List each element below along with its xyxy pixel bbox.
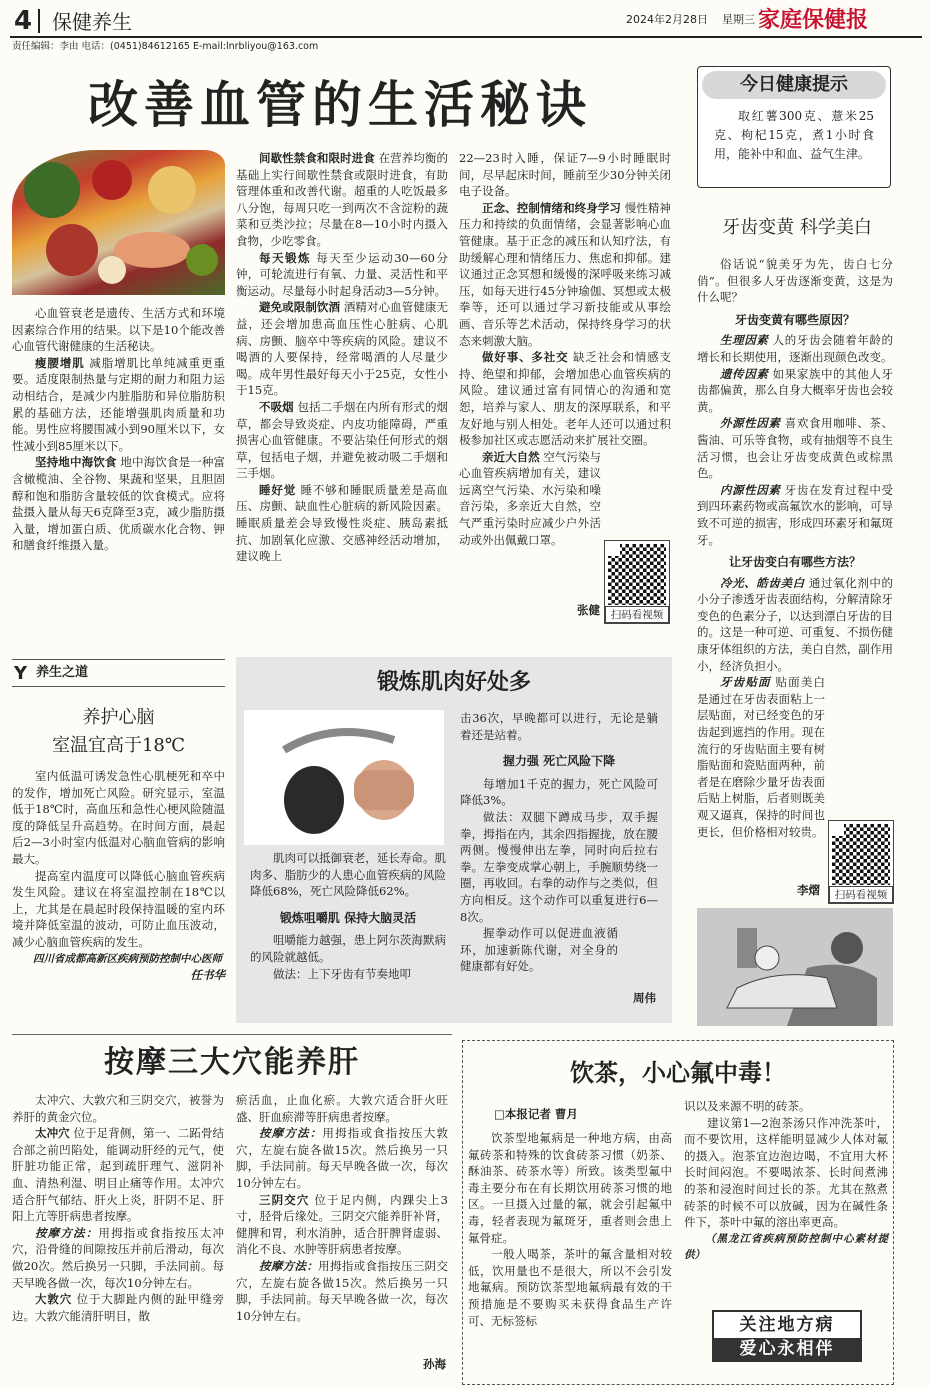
paragraph: 提高室内温度可以降低心脑血管疾病发生风险。建议在将室温控制在18℃以上，尤其是在晨起时段保持温暖的室内环境并降低室温的波动，可防止血压波动，减少心脑血管疾病的发生。 — [12, 868, 225, 949]
yangsheng-body — [12, 768, 225, 984]
subhead: 生理因素 — [720, 333, 769, 348]
subhead: 遗传因素 — [720, 366, 769, 381]
article1-col3 — [459, 150, 671, 548]
subhead: 三阴交穴 — [259, 1192, 310, 1207]
qr-caption: 扫码看视频 — [829, 886, 893, 903]
paragraph: 室内低温可诱发急性心肌梗死和卒中的发作，增加死亡风险。研究显示，室温低于18℃时，高血压和急性心梗风险随温度的降低呈升高趋势。在时间方面，晨起后2—3小时室内低温对心脑血管病的影响最大。 — [12, 769, 225, 866]
paragraph — [697, 575, 893, 675]
paragraph: 太冲穴、大敦穴和三阴交穴，被誉为养肝的黄金穴位。 — [12, 1093, 224, 1124]
source — [12, 951, 225, 983]
paragraph: 每增加1千克的握力，死亡风险可降低3%。 — [460, 776, 658, 808]
paragraph: 俗话说“貌美牙为先，齿白七分俏”。但很多人牙齿逐渐变黄，这是为什么呢？ — [697, 257, 893, 305]
tip-text: 取红薯300克、薏米25克、枸杞15克，煮1小时食用，能补中和血、益气生津。 — [714, 109, 874, 161]
muscle-title: 锻炼肌肉好处多 — [376, 670, 531, 695]
paragraph: 瘀活血，止血化瘀。大敦穴适合肝火旺盛、肝血瘀滞等肝病患者按摩。 — [236, 1093, 448, 1124]
paragraph — [236, 482, 448, 565]
paragraph-text: 用拇指或食指按压三阴交穴，左旋右旋各做15次。然后换另一只脚，手法同前。每天早晚各做一次，每次10分钟左右。 — [236, 1258, 449, 1323]
paragraph — [236, 399, 448, 482]
source-text: 四川省成都高新区疾病预防控制中心医师 — [33, 952, 222, 965]
teeth-article — [697, 256, 893, 840]
subhead: 内源性因素 — [720, 482, 781, 497]
author: 任书华 — [190, 968, 225, 983]
paragraph-text: 睡不够和睡眠质量差是高血压、房颤、缺血性心脏病的新风险因素。睡眠质量差会导致慢性炎症、胰岛素抵抗、加剧氧化应激、交感神经活动增加，建议晚上 — [236, 482, 449, 564]
subhead: 大敦穴 — [35, 1292, 73, 1307]
teeth-qr-code[interactable] — [828, 820, 894, 904]
muscle-col1 — [250, 850, 446, 982]
paragraph: 咀嚼能力越强，患上阿尔茨海默病的风险就越低。 — [250, 933, 446, 964]
tea-col2 — [684, 1098, 888, 1264]
tip-title: 今日健康提示 — [740, 74, 848, 95]
muscle-col2 — [460, 710, 658, 975]
subhead: 太冲穴 — [35, 1126, 70, 1141]
paragraph-text: 牙齿在发育过程中受到四环素药物或高氟饮水的影响，可导致不可逆的损害，形成四环素牙和氟斑牙。 — [697, 482, 894, 547]
paragraph — [697, 415, 893, 481]
issue-weekday: 星期三 — [722, 13, 755, 26]
tea-col1 — [468, 1130, 672, 1329]
paragraph — [236, 1192, 448, 1258]
paragraph — [697, 674, 893, 840]
hand-grip-photo — [244, 710, 444, 845]
section-name: 保健养生 — [52, 10, 132, 34]
qr-icon — [832, 824, 890, 885]
food-photo — [12, 150, 225, 295]
paragraph-text: 位于大脚趾内侧的趾甲缝旁边。大敦穴能清肝明目，散 — [12, 1292, 225, 1323]
subhead: 让牙齿变白有哪些方法？ — [728, 555, 861, 570]
paragraph — [460, 925, 658, 975]
article1-qr-code[interactable] — [604, 540, 670, 624]
subhead: 每天锻炼 — [259, 250, 312, 265]
muscle-author: 周伟 — [633, 991, 656, 1005]
teeth-author: 李熠 — [797, 883, 820, 897]
badge-top: 关注地方病 — [739, 1315, 835, 1335]
subhead: 亲近大自然 — [482, 449, 540, 464]
paragraph: 做法：双腿下蹲成马步，双手握拳，拇指在内，其余四指握拢，放在腰两侧。慢慢伸出左拳，同时向后拉右拳。左拳变成掌心朝上，手腕顺势绕一圈，再收回。右拳的动作与之类似，但方向相反。这个动作可以重复进行6—8次。 — [460, 809, 658, 924]
subhead: 锻炼咀嚼肌 保持大脑灵活 — [279, 910, 417, 925]
paragraph-text: 喜欢食用咖啡、茶、酱油、可乐等食物，或有抽烟等不良生活习惯，也会让牙齿变成黄色或棕黑色。 — [697, 416, 894, 481]
paragraph — [697, 366, 893, 416]
tea-title: 饮茶，小心氟中毒！ — [570, 1059, 786, 1087]
subhead: 正念、控制情绪和终身学习 — [482, 200, 622, 215]
badge — [712, 1310, 862, 1362]
paragraph: 肌肉可以抵御衰老，延长寿命。肌肉多、脂肪少的人患心血管疾病的风险降低68%，死亡风险降低62%。 — [250, 851, 446, 899]
qr-caption: 扫码看视频 — [605, 606, 669, 623]
paragraph — [236, 1125, 448, 1191]
paragraph-text: 缺乏社会和情感支持、绝望和抑郁，会增加患心血管疾病的风险。建议通过富有同情心的沟通和宽恕，培养与家人、朋友的深厚联系，和平友好地与别人相处。老年人还可以通过积极参加社区或志愿活动来扩展社交圈。 — [459, 350, 672, 448]
subhead: 睡好觉 — [259, 482, 297, 497]
dentist-illustration — [697, 908, 893, 1026]
y-logo-icon: Y — [14, 663, 28, 684]
qr-icon — [608, 544, 666, 605]
badge-bottom: 爱心永相伴 — [714, 1338, 860, 1360]
paper-name: 家庭保健报 — [758, 8, 869, 33]
paragraph-text: 贴面美白是通过在牙齿表面粘上一层贴面，对已经变色的牙齿起到遮挡的作用。现在流行的牙齿贴面主要有树脂贴面和瓷贴面两种，前者是在磨除少量牙齿表面后贴上树脂，后者则既美观又逼真，保持的时间也更长，但价格相对较贵。 — [697, 675, 826, 839]
paragraph-text: 如果家族中的其他人牙齿都偏黄，那么自身大概率牙齿也会较黄。 — [697, 366, 894, 414]
paragraph: 识以及来源不明的砖茶。 — [684, 1099, 811, 1113]
paragraph-text: 用拇指或食指按压太冲穴，沿骨缝的间隙按压并前后滑动，每次做20次。然后换另一只脚，手法同前。每天早晚各做一次，每次10分钟左右。 — [12, 1225, 225, 1290]
subhead: 按摩方法： — [259, 1126, 323, 1141]
paragraph — [459, 449, 671, 549]
subhead: 瘦腰增肌 — [35, 355, 85, 370]
subhead: 避免或限制饮酒 — [259, 300, 341, 315]
paragraph-text: 人的牙齿会随着年龄的增长和长期使用，逐渐出现颜色改变。 — [697, 333, 894, 364]
subhead: 握力强 死亡风险下降 — [502, 754, 616, 769]
massage-col1 — [12, 1092, 224, 1324]
page-number: 4 — [14, 6, 33, 36]
subhead: 冷光、皓齿美白 — [720, 575, 805, 590]
massage-col2 — [236, 1092, 448, 1324]
paragraph-text: 地中海饮食是一种富含橄榄油、全谷物、果蔬和坚果，且胆固醇和饱和脂肪含量较低的饮食模式。应将盐摄入量从每天6克降至3克，减少脂肪摄入量，增加蛋白质、优质碳水化合物、钾和膳食纤维摄入量。 — [12, 455, 226, 553]
subhead: 按摩方法： — [35, 1225, 99, 1240]
editor-line: 责任编辑：李由 电话：(0451)84612165 E-mail:lnrbliyou@163.com — [12, 41, 319, 52]
paragraph — [236, 150, 448, 250]
article-title: 改善血管的生活秘诀 — [88, 75, 592, 134]
paragraph: 22—23时入睡，保证7—9小时睡眠时间，尽早起床时间，睡前至少30分钟关闭电子设备。 — [459, 151, 671, 199]
paragraph — [12, 1225, 224, 1291]
massage-title: 按摩三大穴能养肝 — [104, 1045, 360, 1080]
paragraph — [236, 299, 448, 399]
paragraph — [459, 200, 671, 349]
paragraph-text: 用拇指或食指按压大敦穴，左旋右旋各做15次。然后换另一只脚，手法同前。每天早晚各做一次，每次10分钟左右。 — [236, 1126, 449, 1190]
paragraph: 一般人喝茶，茶叶的氟含量相对较低，饮用量也不是很大，所以不会引发地氟病。预防饮茶型地氟病最有效的干预措施是不要购买未获得食品生产许可、无标签标 — [468, 1247, 672, 1328]
paragraph-text: 在营养均衡的基础上实行间歇性禁食或限时进食，有助管理体重和改善代谢。超重的人吃饭最多八分饱，每周只吃一到两次不含淀粉的蔬菜和豆类沙拉；尽量在8—10小时内摄入食物，少吃零食。 — [236, 151, 449, 248]
health-tip-box — [697, 66, 891, 188]
article1-col1 — [12, 305, 225, 554]
paragraph-text: 通过氧化剂中的小分子渗透牙齿表面结构，分解清除牙变色的色素分子，以达到漂白牙齿的目的。这是一种可逆、可重复、不损伤健康牙体组织的方法，美白自然，副作用小，经济负担小。 — [697, 575, 894, 673]
paragraph: 建议第1—2泡茶汤只作冲洗茶叶，而不要饮用，这样能明显减少人体对氟的摄入。泡茶宜边泡边喝，不宜用大杯长时间闷泡。不要喝浓茶、长时间煮沸的茶和浸泡时间过长的茶。尤其在熬煮砖茶的时候不可以放碱，因为在碱性条件下，茶叶中氟的溶出率更高。 — [684, 1115, 888, 1230]
paragraph-text: 酒精对心血管健康无益，还会增加患高血压性心脏病、心肌病、房颤、脑卒中等疾病的风险。建议不喝酒的人要保持，经常喝酒的人尽量少喝。成年男性最好每天小于25克，女性小于15克。 — [236, 300, 449, 398]
tea-byline: □本报记者 曹月 — [494, 1107, 578, 1121]
subhead: 牙齿贴面 — [720, 675, 771, 690]
paragraph-text: 减脂增肌比单纯减重更重要。适度限制热量与定期的耐力和阻力运动相结合，是减少内脏脂肪和异位脂肪积累的基础方法，还能增强肌肉质量和功能。男性应将腰围减小到90厘米以下，女性减小到85厘米以下。 — [12, 355, 226, 453]
paragraph-text: 握拳动作可以促进血液循环，加速新陈代谢，对全身的健康都有好处。 — [460, 926, 618, 974]
paragraph — [12, 1291, 224, 1324]
subhead: 做好事、多社交 — [482, 350, 569, 365]
paragraph-text: 空气污染与心血管疾病增加有关，建议远离空气污染、水污染和噪音污染，多亲近大自然，空气严重污染时应减少户外活动或外出佩戴口罩。 — [459, 449, 602, 547]
paragraph — [697, 332, 893, 365]
column-label: 养生之道 — [36, 665, 89, 680]
paragraph — [236, 1258, 448, 1324]
paragraph-text: 包括二手烟在内所有形式的烟草，都会导致炎症、内皮功能障碍，严重损害心血管健康。不要沾染任何形式的烟草，包括电子烟，并避免被动吸二手烟和三手烟。 — [236, 399, 449, 481]
issue-date: 2024年2月28日 — [626, 13, 708, 26]
paragraph — [236, 250, 448, 300]
article1-author: 张健 — [577, 603, 600, 617]
subhead: 不吸烟 — [259, 399, 294, 414]
paragraph-text: 位于足背侧，第一、二跖骨结合部之前凹陷处，能调动肝经的元气，使肝脏功能正常，起到疏肝理气、滋阴补血、清热利湿、明目止痛等作用。太冲穴适合肝气郁结、肝火上炎，肝阴不足、肝阳上亢等肝病患者按摩。 — [12, 1126, 225, 1224]
subhead: 间歇性禁食和限时进食 — [259, 151, 375, 165]
paragraph: 做法：上下牙齿有节奏地叩 — [273, 966, 411, 981]
subhead: 外源性因素 — [720, 416, 781, 431]
paragraph-text: 位于足内侧，内踝尖上3寸，胫骨后缘处。三阴交穴能养肝补肾，健脾和胃，利水消肿，适合肝脾肾虚弱、消化不良、水肿等肝病患者按摩。 — [236, 1192, 449, 1257]
paragraph-text: 慢性精神压力和持续的负面情绪，会显著影响心血管健康。基于正念的减压和认知疗法，有助缓解心理和情绪压力、焦虑和抑郁。建议通过正念冥想和缓慢的深呼吸来练习减压，如每天进行45分钟瑜伽、冥想或太极拳等，还可以通过学习新技能或从事绘画、音乐等艺术活动，保持终身学习的状态来刺激大脑。 — [459, 200, 672, 348]
paragraph — [12, 1125, 224, 1225]
paragraph: 饮茶型地氟病是一种地方病，由高氟砖茶和特殊的饮食砖茶习惯（奶茶、酥油茶、砖茶水等）所致。该类型氟中毒主要分布在有长期饮用砖茶习惯的地区。一旦摄入过量的氟，就会引起氟中毒，轻者表现为氟斑牙，重者则会患上氟骨症。 — [468, 1131, 672, 1245]
paragraph-text: 每天至少运动30—60分钟，可轮流进行有氧、力量、灵活性和平衡运动。尽量每小时起身活动3—5分钟。 — [236, 250, 449, 298]
paragraph — [697, 482, 893, 548]
paragraph — [12, 454, 225, 554]
paragraph: 心血管衰老是遗传、生活方式和环境因素综合作用的结果。以下是10个能改善心血管代谢健康的生活秘诀。 — [12, 306, 225, 354]
source: （黑龙江省疾病预防控制中心素材提供） — [684, 1232, 888, 1262]
paragraph — [459, 349, 671, 449]
yangsheng-title1: 养护心脑 — [82, 707, 155, 728]
article1-col2 — [236, 150, 448, 565]
paragraph — [12, 355, 225, 455]
subhead: 牙齿变黄有哪些原因？ — [734, 312, 855, 327]
massage-author: 孙海 — [423, 1357, 446, 1371]
subhead: 坚持地中海饮食 — [35, 455, 117, 470]
teeth-title: 牙齿变黄 科学美白 — [722, 217, 872, 238]
paragraph: 击36次，早晚都可以进行，无论是躺着还是站着。 — [460, 711, 658, 742]
subhead: 按摩方法： — [259, 1258, 319, 1273]
yangsheng-title2: 室温宜高于18℃ — [51, 735, 186, 756]
